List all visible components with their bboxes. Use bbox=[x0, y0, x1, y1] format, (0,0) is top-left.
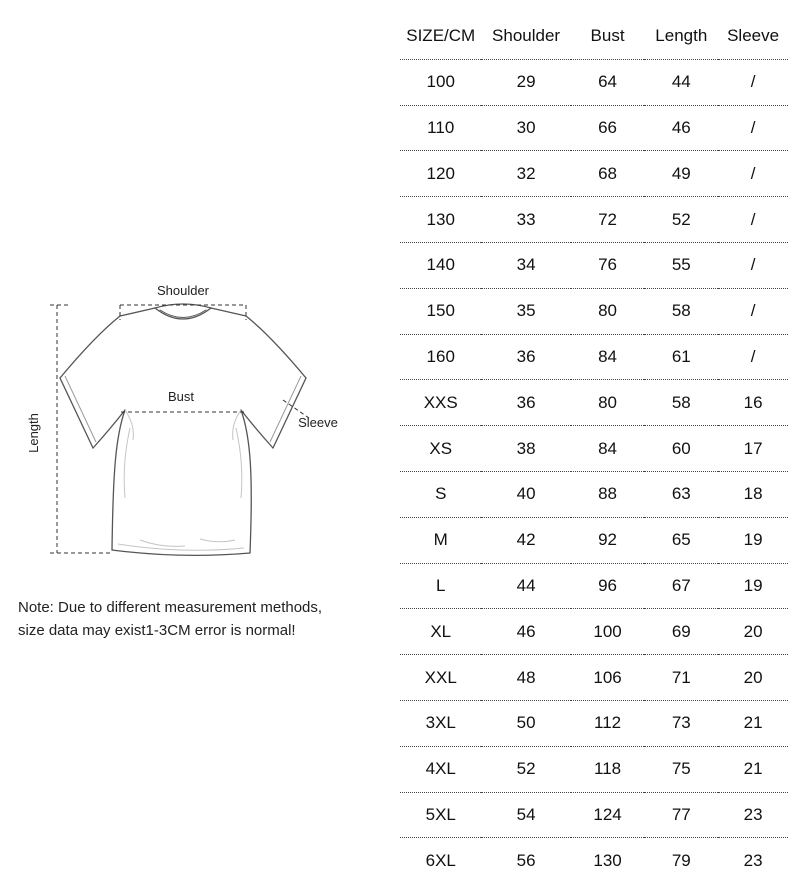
table-row bbox=[400, 59, 788, 105]
measurement-cell: / bbox=[750, 163, 756, 183]
table-row bbox=[400, 517, 788, 563]
table-row bbox=[400, 792, 788, 838]
measurement-cell: 92 bbox=[598, 530, 618, 550]
measurement-cell: 50 bbox=[516, 713, 536, 733]
note-line-2: size data may exist1-3CM error is normal! bbox=[18, 622, 296, 639]
measurement-cell: 106 bbox=[593, 667, 622, 687]
measurement-cell: 23 bbox=[743, 804, 763, 824]
measurement-cell: 63 bbox=[671, 484, 691, 504]
measurement-cell: 124 bbox=[593, 804, 622, 824]
sleeve-label: Sleeve bbox=[298, 415, 338, 430]
measurement-cell: 21 bbox=[743, 759, 763, 779]
measurement-cell: 19 bbox=[743, 530, 763, 550]
shoulder-label: Shoulder bbox=[156, 283, 210, 298]
measurement-cell: 23 bbox=[743, 850, 763, 870]
measurement-cell: 112 bbox=[594, 713, 622, 733]
table-row bbox=[400, 838, 788, 882]
measurement-cell: 65 bbox=[671, 530, 691, 550]
measurement-cell: 35 bbox=[516, 301, 536, 321]
table-row bbox=[400, 288, 788, 334]
measurement-cell: 16 bbox=[743, 392, 763, 412]
size-cell: 110 bbox=[427, 117, 455, 137]
measurement-cell: 68 bbox=[598, 163, 618, 183]
measurement-cell: / bbox=[750, 301, 756, 321]
table-row bbox=[400, 700, 788, 746]
size-table-body bbox=[400, 59, 788, 882]
size-cell: 150 bbox=[426, 301, 455, 321]
measurement-cell: 100 bbox=[593, 621, 622, 641]
measurement-cell: 58 bbox=[671, 392, 691, 412]
measurement-lines bbox=[50, 305, 309, 553]
table-row bbox=[400, 746, 788, 792]
measurement-cell: 55 bbox=[671, 255, 691, 275]
size-table bbox=[400, 14, 788, 882]
measurement-cell: 80 bbox=[598, 301, 618, 321]
measurement-cell: 58 bbox=[671, 301, 691, 321]
measurement-cell: 49 bbox=[671, 163, 691, 183]
measurement-cell: 29 bbox=[516, 72, 536, 92]
size-table-header-row bbox=[400, 14, 788, 59]
table-row bbox=[400, 334, 788, 380]
size-cell: 6XL bbox=[425, 850, 456, 870]
size-cell: 5XL bbox=[425, 804, 456, 824]
measurement-cell: 96 bbox=[598, 575, 618, 595]
measurement-cell: / bbox=[750, 117, 756, 137]
measurement-cell: 48 bbox=[516, 667, 536, 687]
measurement-cell: 56 bbox=[516, 850, 536, 870]
measurement-cell: 75 bbox=[671, 759, 691, 779]
measurement-cell: 30 bbox=[516, 117, 536, 137]
measurement-cell: 21 bbox=[743, 713, 763, 733]
measurement-cell: 18 bbox=[743, 484, 763, 504]
size-cell: XXL bbox=[424, 667, 457, 687]
column-header: Shoulder bbox=[492, 26, 561, 46]
size-cell: 140 bbox=[426, 255, 455, 275]
measurement-cell: 34 bbox=[516, 255, 536, 275]
measurement-cell: 46 bbox=[516, 621, 536, 641]
size-cell: L bbox=[436, 575, 446, 595]
tshirt-illustration bbox=[15, 278, 345, 576]
measurement-cell: 84 bbox=[598, 438, 618, 458]
size-cell: XL bbox=[430, 621, 452, 641]
measurement-cell: 88 bbox=[598, 484, 618, 504]
measurement-cell: 33 bbox=[516, 209, 536, 229]
table-row bbox=[400, 563, 788, 609]
measurement-cell: 64 bbox=[598, 72, 618, 92]
tshirt-diagram bbox=[15, 278, 345, 576]
table-row bbox=[400, 151, 788, 197]
measurement-cell: / bbox=[750, 72, 756, 92]
measurement-cell: 77 bbox=[671, 804, 691, 824]
measurement-cell: 52 bbox=[671, 209, 691, 229]
measurement-cell: 54 bbox=[516, 804, 536, 824]
measurement-cell: 42 bbox=[516, 530, 536, 550]
measurement-cell: 73 bbox=[671, 713, 691, 733]
measurement-cell: 72 bbox=[598, 209, 618, 229]
measurement-cell: 44 bbox=[671, 72, 691, 92]
measurement-cell: 36 bbox=[516, 346, 536, 366]
table-row bbox=[400, 242, 788, 288]
note-line-1: Note: Due to different measurement methods, bbox=[18, 599, 323, 616]
table-row bbox=[400, 426, 788, 472]
measurement-cell: 32 bbox=[516, 163, 536, 183]
measurement-cell: 40 bbox=[516, 484, 536, 504]
measurement-cell: 84 bbox=[598, 346, 618, 366]
measurement-cell: 19 bbox=[743, 575, 763, 595]
measurement-cell: 67 bbox=[671, 575, 691, 595]
measurement-cell: 79 bbox=[671, 850, 691, 870]
measurement-cell: 20 bbox=[743, 667, 763, 687]
size-cell: M bbox=[433, 530, 448, 550]
measurement-cell: / bbox=[750, 209, 756, 229]
length-label: Length bbox=[26, 413, 41, 453]
tshirt-wrinkles bbox=[118, 410, 244, 550]
measurement-cell: 118 bbox=[594, 759, 622, 779]
size-cell: 100 bbox=[426, 72, 455, 92]
measurement-cell: 71 bbox=[671, 667, 691, 687]
measurement-cell: 66 bbox=[598, 117, 618, 137]
measurement-cell: 17 bbox=[743, 438, 763, 458]
measurement-cell: 80 bbox=[598, 392, 618, 412]
table-row bbox=[400, 655, 788, 701]
measurement-cell: 46 bbox=[671, 117, 691, 137]
size-cell: XS bbox=[429, 438, 453, 458]
measurement-cell: 76 bbox=[598, 255, 618, 275]
size-cell: 4XL bbox=[425, 759, 456, 779]
column-header: SIZE/CM bbox=[406, 26, 476, 46]
column-header: Length bbox=[655, 26, 708, 46]
size-cell: 120 bbox=[426, 163, 455, 183]
size-cell: 3XL bbox=[425, 713, 456, 733]
tshirt-cuff-lines bbox=[65, 376, 301, 442]
tshirt-outline bbox=[60, 304, 306, 555]
bust-label: Bust bbox=[167, 389, 195, 404]
measurement-cell: / bbox=[750, 255, 756, 275]
measurement-cell: 69 bbox=[671, 621, 691, 641]
size-cell: 130 bbox=[426, 209, 455, 229]
column-header: Bust bbox=[590, 26, 625, 46]
measurement-cell: 44 bbox=[516, 575, 536, 595]
measurement-cell: 36 bbox=[516, 392, 536, 412]
size-cell: 160 bbox=[426, 346, 455, 366]
table-row bbox=[400, 609, 788, 655]
size-cell: XXS bbox=[423, 392, 458, 412]
measurement-cell: 60 bbox=[671, 438, 691, 458]
measurement-cell: / bbox=[750, 346, 756, 366]
measurement-cell: 52 bbox=[516, 759, 536, 779]
measurement-cell: 20 bbox=[743, 621, 763, 641]
size-table-head bbox=[400, 14, 788, 59]
measurement-note bbox=[18, 596, 378, 642]
size-cell: S bbox=[435, 484, 447, 504]
measurement-cell: 38 bbox=[516, 438, 536, 458]
measurement-cell: 61 bbox=[671, 346, 691, 366]
table-row bbox=[400, 380, 788, 426]
measurement-cell: 130 bbox=[593, 850, 622, 870]
table-row bbox=[400, 471, 788, 517]
column-header: Sleeve bbox=[727, 26, 780, 46]
table-row bbox=[400, 197, 788, 243]
table-row bbox=[400, 105, 788, 151]
